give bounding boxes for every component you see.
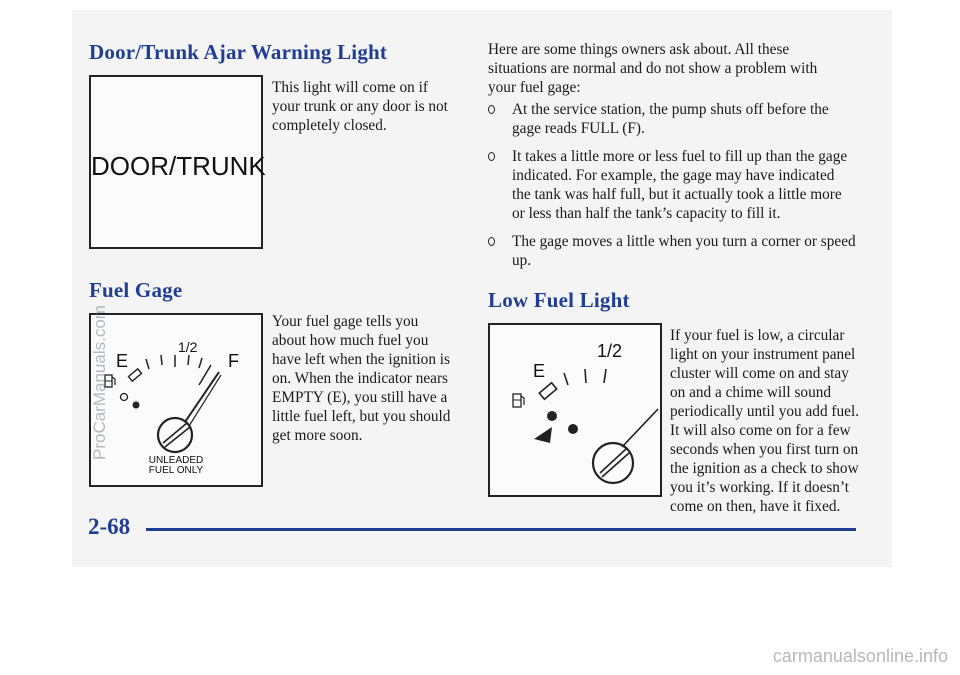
low-fuel-empty-label: E [533, 361, 546, 381]
questions-intro: Here are some things owners ask about. All these situations are normal and do not show a problem with your fuel gage: [488, 41, 818, 96]
fuel-gage-full-label: F [228, 351, 239, 371]
low-fuel-dial-icon [490, 325, 660, 495]
low-fuel-text: If your fuel is low, a circular light on your instrument panel cluster will come on and stay on and a chime will sound periodically until you add fuel. It will also come on for a few seconds when you first turn on the ignition as a check to show you it’s working. If it doesn’t come on then, have it fixed. [670, 327, 860, 515]
fuel-gage-empty-label: E [116, 351, 129, 371]
low-fuel-half-label: 1/2 [597, 341, 623, 361]
list-item: The gage moves a little when you turn a corner or speed up. [488, 232, 856, 270]
side-watermark: ProCarManuals.com [90, 305, 109, 460]
fuel-gage-half-label: 1/2 [178, 339, 198, 355]
door-trunk-text: This light will come on if your trunk or any door is not completely closed. [272, 79, 448, 134]
fuel-gage-caption-1: UNLEADED [148, 455, 204, 466]
fuel-pump-icon [513, 394, 524, 407]
list-item: It takes a little more or less fuel to fill up than the gage indicated. For example, the gage may have indicated the tank was half full, but it actually took a little more or less than half the tank’s capacity to fill it. [488, 147, 856, 223]
page-number: 2-68 [88, 514, 131, 539]
fuel-gage-heading: Fuel Gage [89, 278, 183, 302]
low-fuel-heading: Low Fuel Light [488, 288, 630, 312]
low-fuel-figure [488, 323, 662, 497]
fuel-gage-figure [89, 313, 263, 487]
bullet-icon [488, 152, 495, 161]
fuel-gage-text: Your fuel gage tells you about how much fuel you have left when the ignition is on. When the indicator nears EMPTY (E), you still have a little fuel left, but you should get more soon. [272, 313, 451, 444]
door-trunk-indicator-label: DOOR/TRUNK [91, 151, 266, 181]
fuel-gage-dial-icon [91, 315, 261, 485]
list-item: At the service station, the pump shuts off before the gage reads FULL (F). [488, 100, 856, 138]
bullet-icon [488, 237, 495, 246]
questions-list [488, 100, 856, 279]
bottom-watermark: carmanualsonline.info [772, 646, 948, 666]
footer-rule [146, 528, 856, 531]
fuel-gage-caption-2: FUEL ONLY [148, 465, 204, 476]
low-fuel-arrow-icon [534, 427, 552, 443]
bullet-icon [488, 105, 495, 114]
door-trunk-indicator-figure [89, 75, 266, 249]
door-trunk-heading: Door/Trunk Ajar Warning Light [89, 40, 388, 64]
